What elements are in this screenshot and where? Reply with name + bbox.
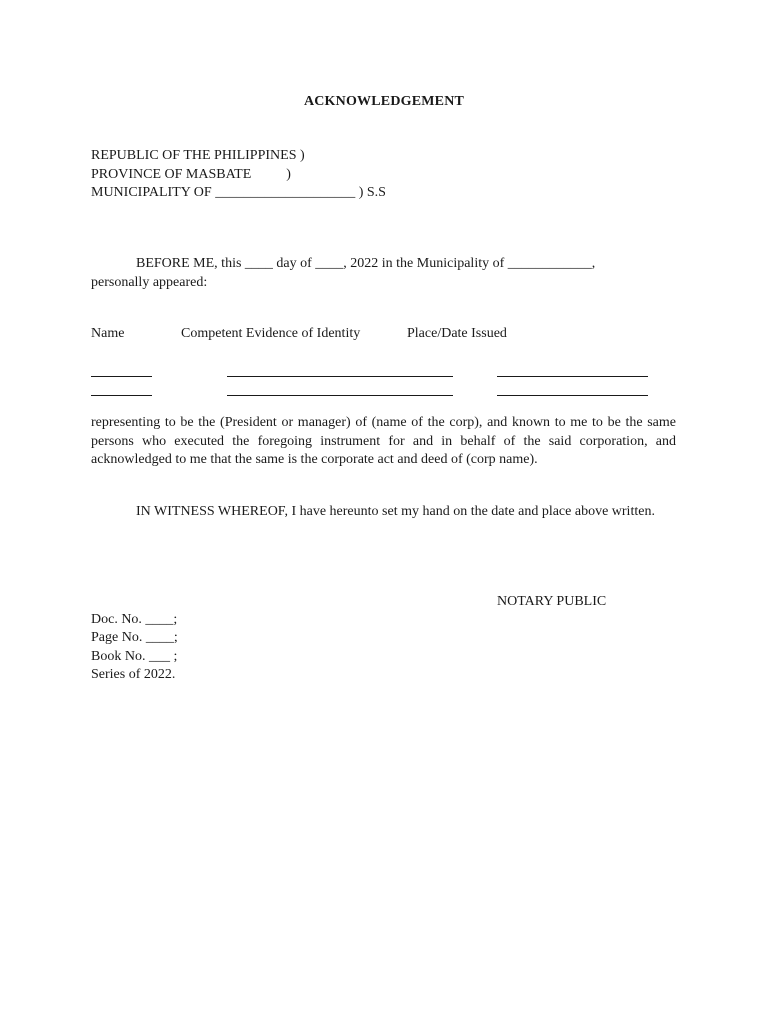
header-place-date: Place/Date Issued <box>407 326 507 341</box>
notarial-registry <box>91 611 178 684</box>
blank-place-date-line-2 <box>497 395 648 396</box>
before-me-paragraph <box>91 255 676 292</box>
blank-name-line-2 <box>91 395 152 396</box>
doc-no: Doc. No. ____; <box>91 612 178 627</box>
page-no: Page No. ____; <box>91 630 178 646</box>
witness-text: IN WITNESS WHEREOF, I have hereunto set my hand on the date and place above written. <box>136 504 655 519</box>
document-title: ACKNOWLEDGEMENT <box>303 94 465 109</box>
witness-paragraph <box>91 503 676 522</box>
representing-paragraph: representing to be the (President or manager) of (name of the corp), and known to me to be the same persons who executed the foregoing instrument for and in behalf of the said corporation, and acknowledged to me that the same is the corporate act and deed of (corp name). <box>91 415 676 467</box>
venue-province: PROVINCE OF MASBATE ) <box>91 166 291 182</box>
personally-appeared: personally appeared: <box>91 274 208 290</box>
blank-place-date-line-1 <box>497 376 648 377</box>
notary-public-label: NOTARY PUBLIC <box>497 594 607 609</box>
blank-name-line-1 <box>91 376 152 377</box>
identity-table-header <box>91 326 676 344</box>
venue-block <box>91 147 386 203</box>
venue-municipality: MUNICIPALITY OF ____________________ ) S.S <box>91 185 386 200</box>
book-no: Book No. ___ ; <box>91 648 178 664</box>
series: Series of 2022. <box>91 666 176 682</box>
before-me-line: BEFORE ME, this ____ day of ____, 2022 in the Municipality of ____________, <box>136 256 596 271</box>
venue-republic: REPUBLIC OF THE PHILIPPINES ) <box>91 148 305 163</box>
blank-evidence-line-1 <box>227 376 453 377</box>
header-evidence: Competent Evidence of Identity <box>181 326 361 341</box>
header-name: Name <box>91 326 125 341</box>
blank-evidence-line-2 <box>227 395 453 396</box>
